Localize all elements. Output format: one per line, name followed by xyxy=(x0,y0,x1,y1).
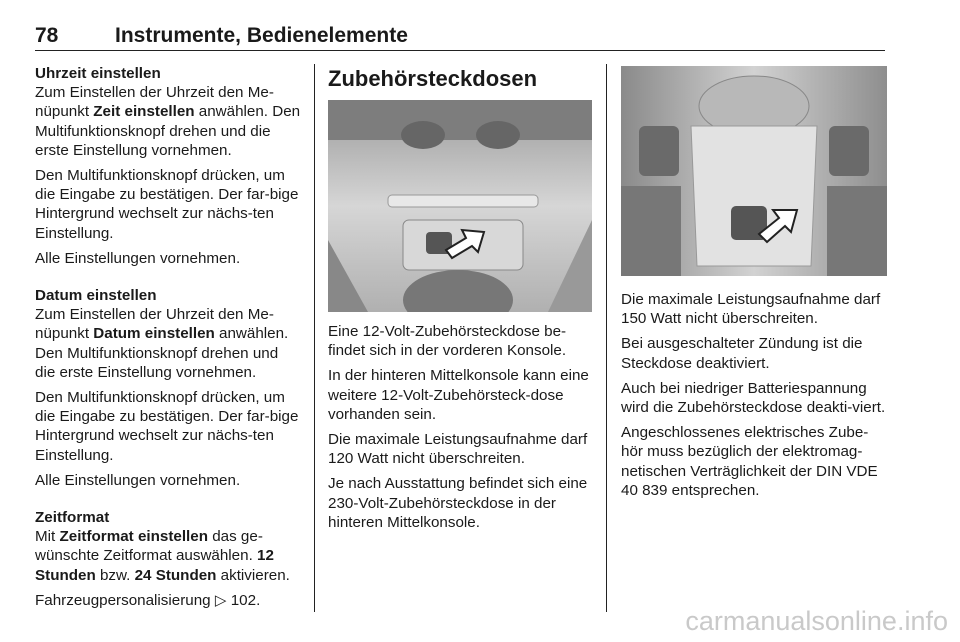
paragraph: Zum Einstellen der Uhrzeit den Me-nüpunkt Datum einstellen anwählen. Den Multifunktionsknopf drehen und die erste Einstellung vornehmen. xyxy=(35,306,289,381)
paragraph: Angeschlossenes elektrisches Zube-hör muss bezüglich der elektromag-netischen Verträglichkeit der DIN VDE 40 839 entsprechen. xyxy=(621,424,878,499)
column-left xyxy=(35,64,301,616)
paragraph: Mit Zeitformat einstellen das ge-wünschte Zeitformat auswählen. 12 Stunden bzw. 24 Stunden aktivieren. xyxy=(35,528,290,584)
paragraph: Den Multifunktionsknopf drücken, um die Eingabe zu bestätigen. Der far-bige Hintergrund wechselt zur nächs-ten Einstellung. xyxy=(35,389,299,464)
paragraph: Alle Einstellungen vornehmen. xyxy=(35,471,241,489)
heading-time: Uhrzeit einstellen xyxy=(35,65,161,82)
paragraph: Bei ausgeschalteter Zündung ist die Steckdose deaktiviert. xyxy=(621,335,863,372)
column-middle xyxy=(328,322,592,538)
column-right xyxy=(621,290,887,506)
heading-format: Zeitformat xyxy=(35,509,110,527)
menu-item-ref: Zeitformat einstellen xyxy=(59,528,208,546)
paragraph: Den Multifunktionsknopf drücken, um die Eingabe zu bestätigen. Der far-bige Hintergrund wechselt zur nächs-ten Einstellung. xyxy=(35,167,299,242)
paragraph: Je nach Ausstattung befindet sich eine 230-Volt-Zubehörsteckdose in der hinteren Mittelkonsole. xyxy=(328,475,588,531)
column-divider-1 xyxy=(314,64,315,612)
running-title: Instrumente, Bedienelemente xyxy=(115,24,408,47)
paragraph: Alle Einstellungen vornehmen. xyxy=(35,249,241,267)
watermark: carmanualsonline.info xyxy=(685,606,948,636)
rear-console-socket-image xyxy=(621,66,887,276)
front-console-socket-image xyxy=(328,100,592,312)
paragraph: In der hinteren Mittelkonsole kann eine weitere 12-Volt-Zubehörsteck-dose vorhanden sein. xyxy=(328,367,589,423)
paragraph: Eine 12-Volt-Zubehörsteckdose be-findet sich in der vorderen Konsole. xyxy=(328,323,567,360)
column-divider-2 xyxy=(606,64,607,612)
heading-date: Datum einstellen xyxy=(35,287,157,305)
page-reference-icon: ▷ xyxy=(214,591,227,609)
page-number: 78 xyxy=(35,24,59,47)
paragraph: Zum Einstellen der Uhrzeit den Me-nüpunkt Zeit einstellen anwählen. Den Multifunktionsknopf drehen und die erste Einstellung vornehmen. xyxy=(35,84,301,159)
page-header xyxy=(35,22,885,51)
paragraph: Die maximale Leistungsaufnahme darf 120 Watt nicht überschreiten. xyxy=(328,431,588,468)
paragraph: Auch bei niedriger Batteriespannung wird die Zubehörsteckdose deakti-viert. xyxy=(621,379,886,417)
menu-item-ref: Datum einstellen xyxy=(93,325,215,343)
cross-reference[interactable]: Fahrzeugpersonalisierung ▷ 102. xyxy=(35,591,261,609)
section-title: Zubehörsteckdosen xyxy=(328,66,538,91)
menu-item-ref: Zeit einstellen xyxy=(93,103,195,121)
paragraph: Die maximale Leistungsaufnahme darf 150 Watt nicht überschreiten. xyxy=(621,291,881,328)
